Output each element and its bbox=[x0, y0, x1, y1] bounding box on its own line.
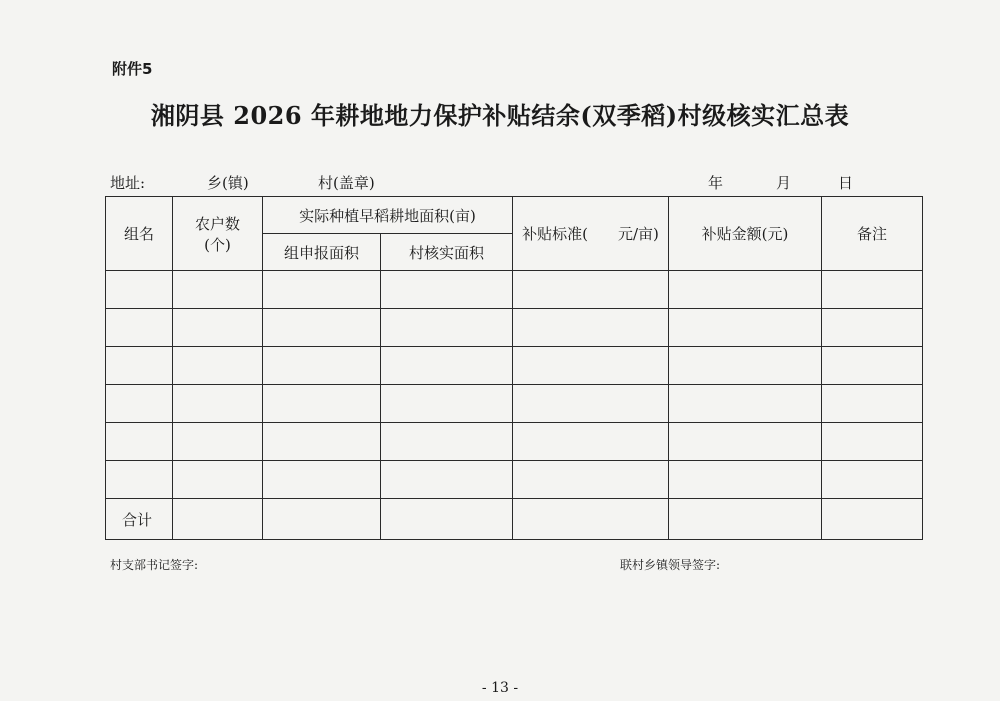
table-cell[interactable] bbox=[822, 309, 923, 347]
table-cell[interactable] bbox=[173, 347, 263, 385]
table-cell[interactable] bbox=[173, 385, 263, 423]
table-cell[interactable] bbox=[263, 309, 381, 347]
table-cell[interactable] bbox=[173, 499, 263, 540]
table-cell[interactable] bbox=[106, 309, 173, 347]
header-households-unit: (个) bbox=[204, 235, 231, 254]
table-cell[interactable] bbox=[669, 423, 822, 461]
table-row bbox=[106, 309, 923, 347]
table-cell[interactable] bbox=[822, 271, 923, 309]
page-number: - 13 - bbox=[481, 680, 519, 696]
table-cell[interactable] bbox=[513, 271, 669, 309]
table-cell[interactable] bbox=[263, 347, 381, 385]
table-cell[interactable] bbox=[669, 347, 822, 385]
table-cell[interactable] bbox=[263, 499, 381, 540]
table-cell[interactable] bbox=[822, 423, 923, 461]
attachment-label: 附件5 bbox=[112, 60, 153, 78]
table-cell[interactable] bbox=[822, 385, 923, 423]
table-cell[interactable] bbox=[263, 271, 381, 309]
header-group: 组名 bbox=[106, 197, 173, 271]
table-cell[interactable] bbox=[173, 309, 263, 347]
table-cell[interactable] bbox=[106, 271, 173, 309]
table-cell[interactable] bbox=[381, 271, 513, 309]
table-cell[interactable] bbox=[513, 309, 669, 347]
table-cell[interactable] bbox=[822, 461, 923, 499]
table-row bbox=[106, 347, 923, 385]
month-label: 月 bbox=[776, 174, 792, 192]
table-cell[interactable] bbox=[513, 347, 669, 385]
table-cell[interactable] bbox=[106, 423, 173, 461]
table-cell[interactable] bbox=[822, 499, 923, 540]
header-village-verified: 村核实面积 bbox=[381, 234, 513, 271]
header-group-reported: 组申报面积 bbox=[263, 234, 381, 271]
table-cell[interactable] bbox=[263, 461, 381, 499]
header-subsidy-amount: 补贴金额(元) bbox=[669, 197, 822, 271]
table-cell[interactable] bbox=[513, 385, 669, 423]
address-label: 地址: bbox=[110, 174, 146, 192]
table-cell[interactable] bbox=[381, 499, 513, 540]
table-cell[interactable] bbox=[669, 499, 822, 540]
header-subsidy-standard: 补贴标准( 元/亩) bbox=[513, 197, 669, 271]
table-cell[interactable] bbox=[822, 347, 923, 385]
table-row bbox=[106, 271, 923, 309]
header-remarks: 备注 bbox=[822, 197, 923, 271]
header-households bbox=[173, 197, 263, 271]
table-cell[interactable] bbox=[669, 271, 822, 309]
table-row bbox=[106, 461, 923, 499]
day-label: 日 bbox=[838, 174, 854, 192]
table-cell[interactable] bbox=[381, 347, 513, 385]
town-leader-signature-label: 联村乡镇领导签字: bbox=[620, 558, 721, 572]
header-households-label: 农户数 bbox=[194, 214, 240, 233]
table-cell[interactable] bbox=[173, 461, 263, 499]
table-cell[interactable] bbox=[381, 309, 513, 347]
table-row bbox=[106, 423, 923, 461]
table-cell[interactable] bbox=[263, 385, 381, 423]
table-cell[interactable] bbox=[381, 385, 513, 423]
village-label: 村(盖章) bbox=[318, 174, 375, 192]
table-cell[interactable] bbox=[669, 461, 822, 499]
village-secretary-signature-label: 村支部书记签字: bbox=[110, 558, 199, 572]
table-cell[interactable] bbox=[173, 423, 263, 461]
table-cell[interactable] bbox=[106, 385, 173, 423]
summary-table bbox=[105, 196, 923, 540]
table-cell[interactable] bbox=[106, 347, 173, 385]
header-row bbox=[106, 197, 923, 234]
table-cell[interactable] bbox=[381, 423, 513, 461]
total-label: 合计 bbox=[106, 499, 173, 540]
table-cell[interactable] bbox=[513, 423, 669, 461]
table-cell[interactable] bbox=[263, 423, 381, 461]
total-row bbox=[106, 499, 923, 540]
table-row bbox=[106, 385, 923, 423]
header-actual-area: 实际种植早稻耕地面积(亩) bbox=[263, 197, 513, 234]
table-cell[interactable] bbox=[381, 461, 513, 499]
table-cell[interactable] bbox=[669, 385, 822, 423]
table-cell[interactable] bbox=[513, 461, 669, 499]
table-cell[interactable] bbox=[173, 271, 263, 309]
town-label: 乡(镇) bbox=[207, 174, 249, 192]
document-title: 湘阴县 2026 年耕地地力保护补贴结余(双季稻)村级核实汇总表 bbox=[150, 101, 850, 130]
year-label: 年 bbox=[708, 174, 724, 192]
table-cell[interactable] bbox=[513, 499, 669, 540]
table-cell[interactable] bbox=[669, 309, 822, 347]
table-cell[interactable] bbox=[106, 461, 173, 499]
